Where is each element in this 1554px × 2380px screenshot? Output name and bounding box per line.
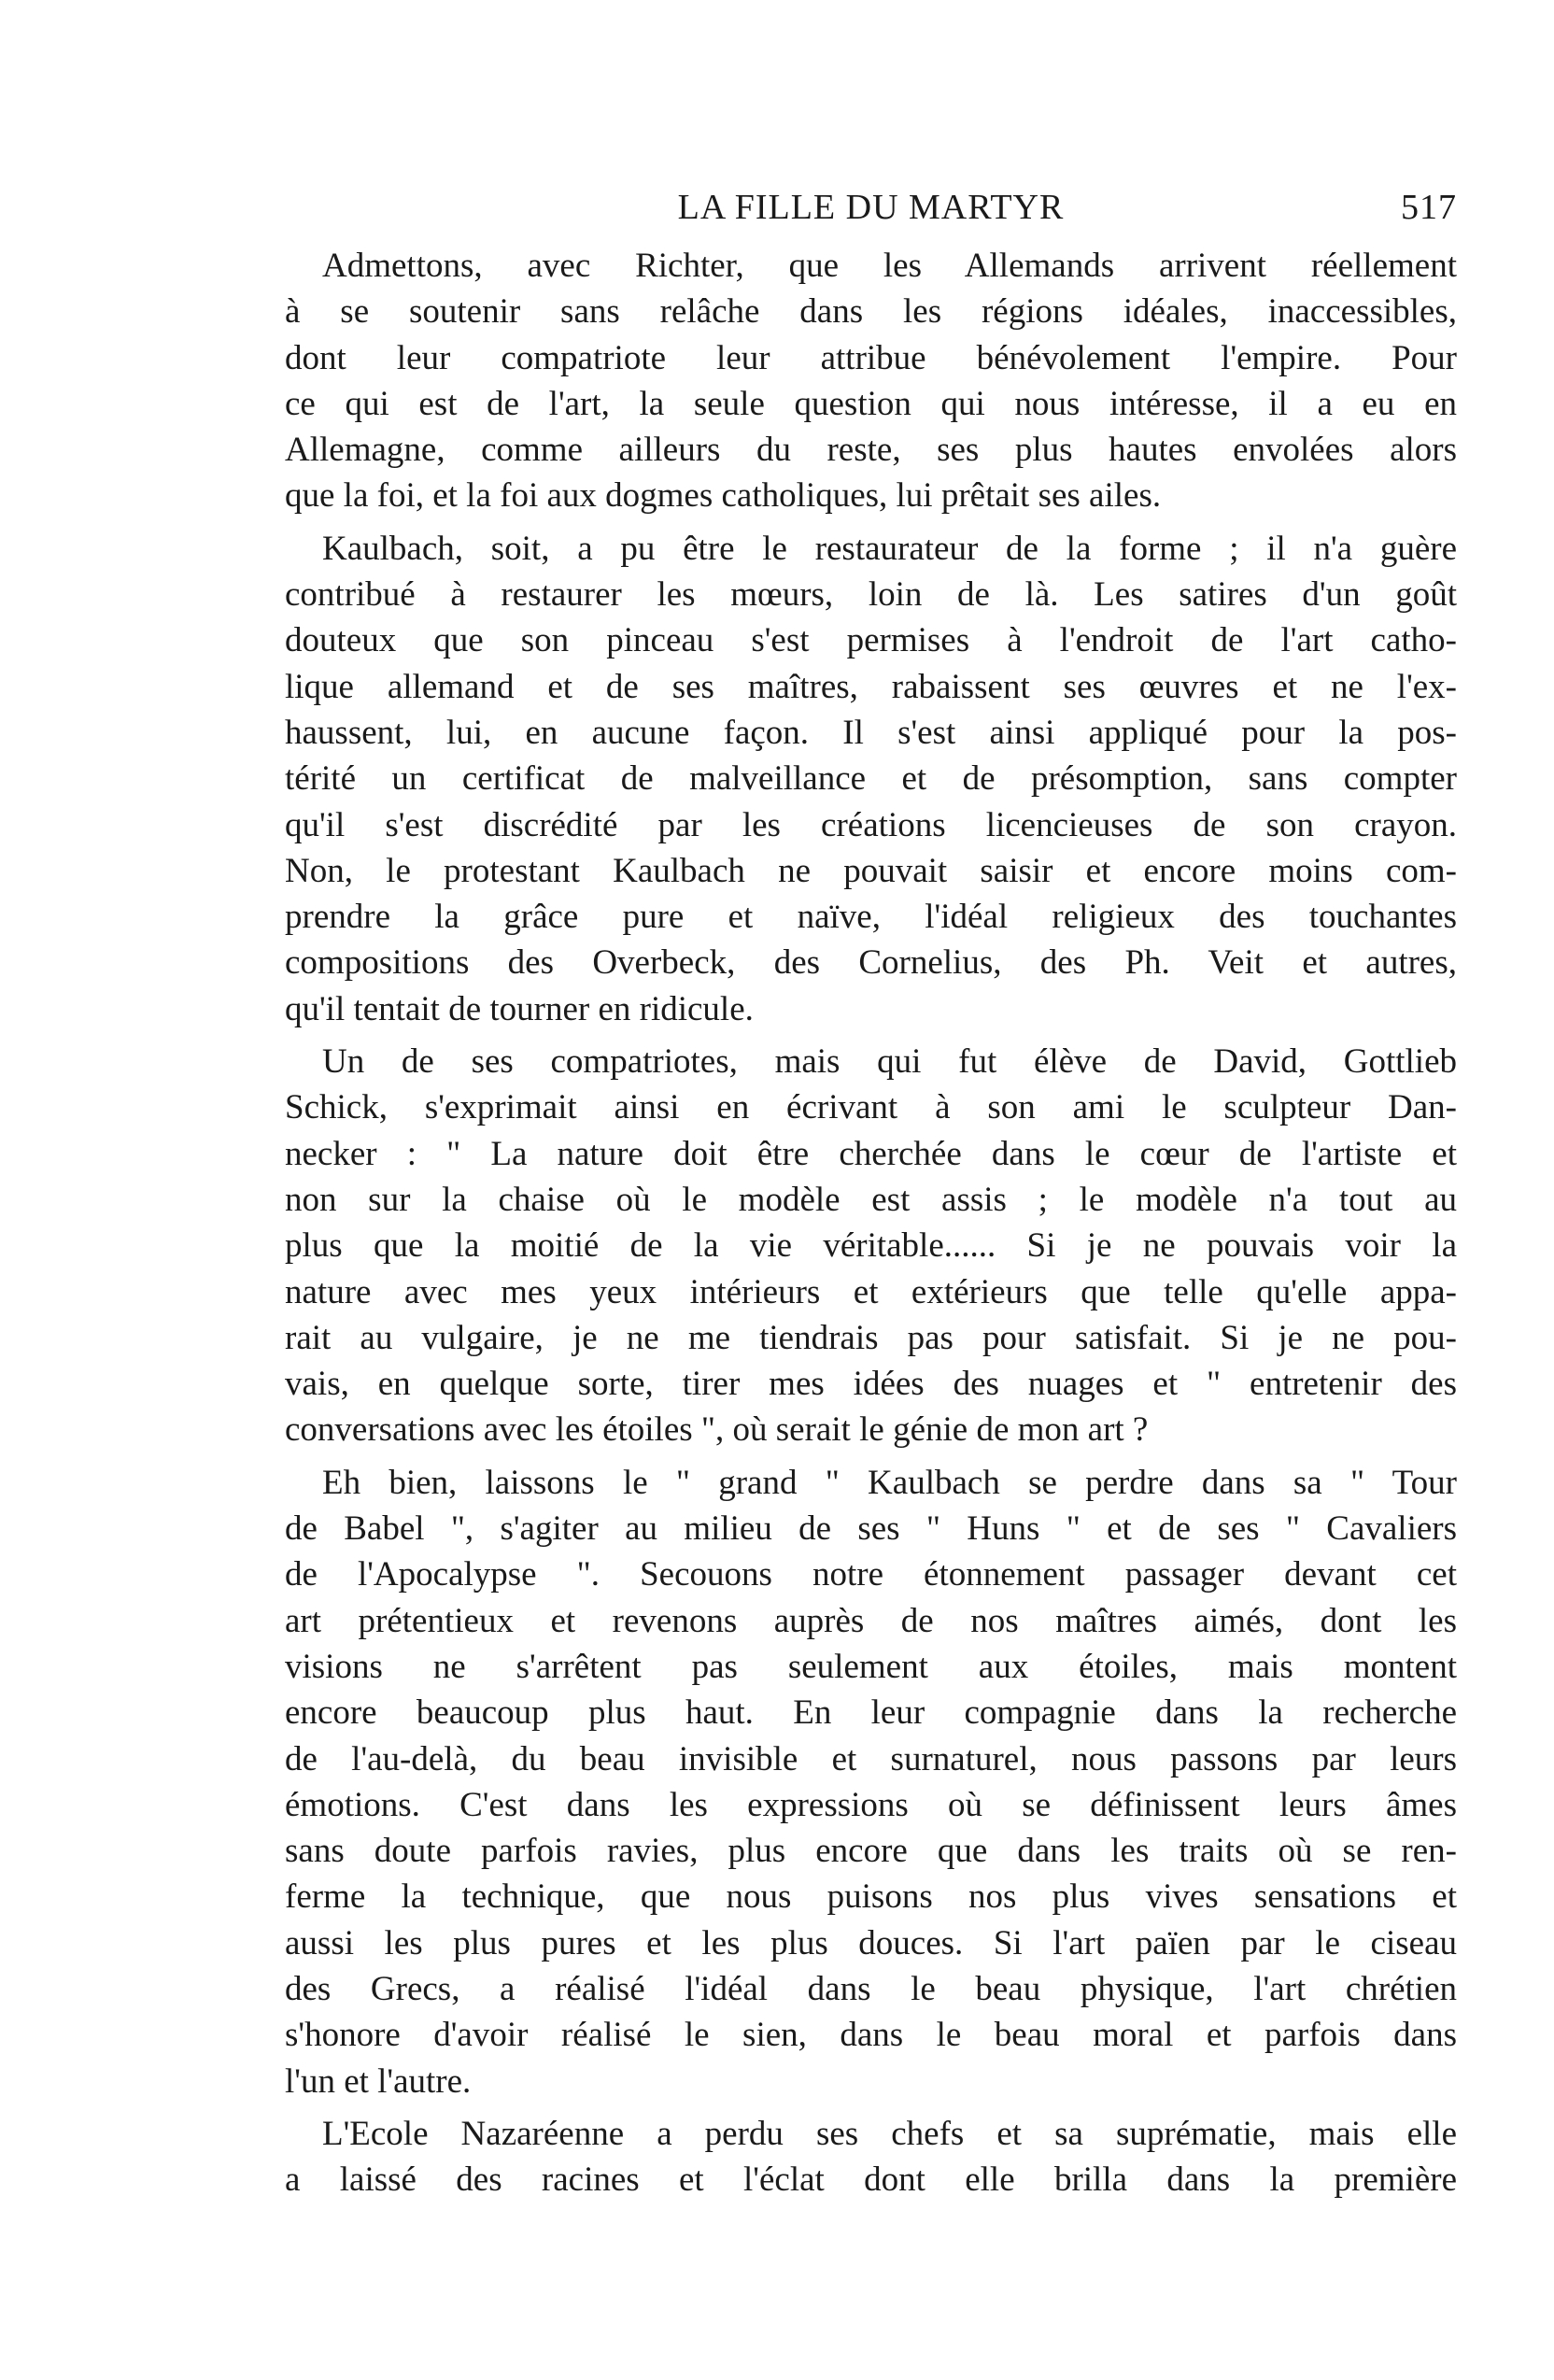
text-line: térité un certificat de malveillance et de présomption, sans compter xyxy=(285,759,1457,799)
text-line: visions ne s'arrêtent pas seulement aux étoiles, mais montent xyxy=(285,1647,1457,1686)
text-line: qu'il tentait de tourner en ridicule. xyxy=(285,989,754,1028)
text-line: compositions des Overbeck, des Cornelius, des Ph. Veit et autres, xyxy=(285,943,1457,983)
text-line: à se soutenir sans relâche dans les régions idéales, inaccessibles, xyxy=(285,292,1457,332)
text-line: que la foi, et la foi aux dogmes catholiques, lui prêtait ses ailes. xyxy=(285,476,1162,516)
text-line: plus que la moitié de la vie véritable...... Si je ne pouvais voir la xyxy=(285,1226,1457,1266)
text-line: des Grecs, a réalisé l'idéal dans le beau physique, l'art chrétien xyxy=(285,1969,1457,2008)
paragraph xyxy=(285,243,1457,519)
text-line: dont leur compatriote leur attribue bénévolement l'empire. Pour xyxy=(285,338,1457,377)
text-line: émotions. C'est dans les expressions où se définissent leurs âmes xyxy=(285,1785,1457,1824)
text-line: douteux que son pinceau s'est permises à l'endroit de l'art catho- xyxy=(285,621,1457,660)
text-line: Eh bien, laissons le " grand " Kaulbach se perdre dans sa " Tour xyxy=(322,1463,1457,1502)
text-line: conversations avec les étoiles ", où serait le génie de mon art ? xyxy=(285,1410,1149,1450)
text-line: sans doute parfois ravies, plus encore que dans les traits où se ren- xyxy=(285,1832,1457,1871)
text-line: qu'il s'est discrédité par les créations licencieuses de son crayon. xyxy=(285,805,1457,844)
text-line: nature avec mes yeux intérieurs et extérieurs que telle qu'elle appa- xyxy=(285,1272,1457,1311)
text-line: ferme la technique, que nous puisons nos plus vives sensations et xyxy=(285,1877,1457,1917)
text-line: necker : " La nature doit être cherchée dans le cœur de l'artiste et xyxy=(285,1134,1457,1173)
text-line: a laissé des racines et l'éclat dont elle brilla dans la première xyxy=(285,2160,1457,2200)
text-line: Un de ses compatriotes, mais qui fut élève de David, Gottlieb xyxy=(322,1042,1457,1082)
text-line: art prétentieux et revenons auprès de nos maîtres aimés, dont les xyxy=(285,1601,1457,1640)
text-line: de Babel ", s'agiter au milieu de ses " Huns " et de ses " Cavaliers xyxy=(285,1509,1457,1549)
paragraph xyxy=(285,1039,1457,1453)
text-line: de l'Apocalypse ". Secouons notre étonnement passager devant cet xyxy=(285,1555,1457,1594)
text-line: Kaulbach, soit, a pu être le restaurateur de la forme ; il n'a guère xyxy=(322,529,1457,568)
text-line: Schick, s'exprimait ainsi en écrivant à son ami le sculpteur Dan- xyxy=(285,1088,1457,1127)
text-line: aussi les plus pures et les plus douces. Si l'art païen par le ciseau xyxy=(285,1923,1457,1962)
body-text xyxy=(285,243,1457,2203)
text-line: haussent, lui, en aucune façon. Il s'est ainsi appliqué pour la pos- xyxy=(285,713,1457,752)
running-header xyxy=(285,177,1457,234)
text-line: ce qui est de l'art, la seule question qui nous intéresse, il a eu en xyxy=(285,384,1457,423)
text-line: L'Ecole Nazaréenne a perdu ses chefs et sa suprématie, mais elle xyxy=(322,2114,1457,2153)
paragraph xyxy=(285,1460,1457,2104)
text-line: Allemagne, comme ailleurs du reste, ses plus hautes envolées alors xyxy=(285,431,1457,470)
text-line: prendre la grâce pure et naïve, l'idéal religieux des touchantes xyxy=(285,898,1457,937)
paragraph xyxy=(285,526,1457,1032)
text-line: lique allemand et de ses maîtres, rabaissent ses œuvres et ne l'ex- xyxy=(285,667,1457,706)
text-line: vais, en quelque sorte, tirer mes idées des nuages et " entretenir des xyxy=(285,1365,1457,1404)
text-line: l'un et l'autre. xyxy=(285,2061,472,2101)
paragraph xyxy=(285,2111,1457,2203)
text-line: contribué à restaurer les mœurs, loin de là. Les satires d'un goût xyxy=(285,575,1457,615)
text-line: rait au vulgaire, je ne me tiendrais pas pour satisfait. Si je ne pou- xyxy=(285,1318,1457,1357)
text-line: de l'au-delà, du beau invisible et surnaturel, nous passons par leurs xyxy=(285,1739,1457,1778)
text-line: non sur la chaise où le modèle est assis ; le modèle n'a tout au xyxy=(285,1180,1457,1219)
page-number: 517 xyxy=(1401,188,1457,227)
text-line: encore beaucoup plus haut. En leur compagnie dans la recherche xyxy=(285,1693,1457,1733)
text-line: Non, le protestant Kaulbach ne pouvait saisir et encore moins com- xyxy=(285,851,1457,890)
text-line: Admettons, avec Richter, que les Allemands arrivent réellement xyxy=(322,247,1457,285)
text-line: s'honore d'avoir réalisé le sien, dans le beau moral et parfois dans xyxy=(285,2016,1457,2055)
running-title: LA FILLE DU MARTYR xyxy=(677,188,1065,227)
book-page xyxy=(285,177,1457,2209)
